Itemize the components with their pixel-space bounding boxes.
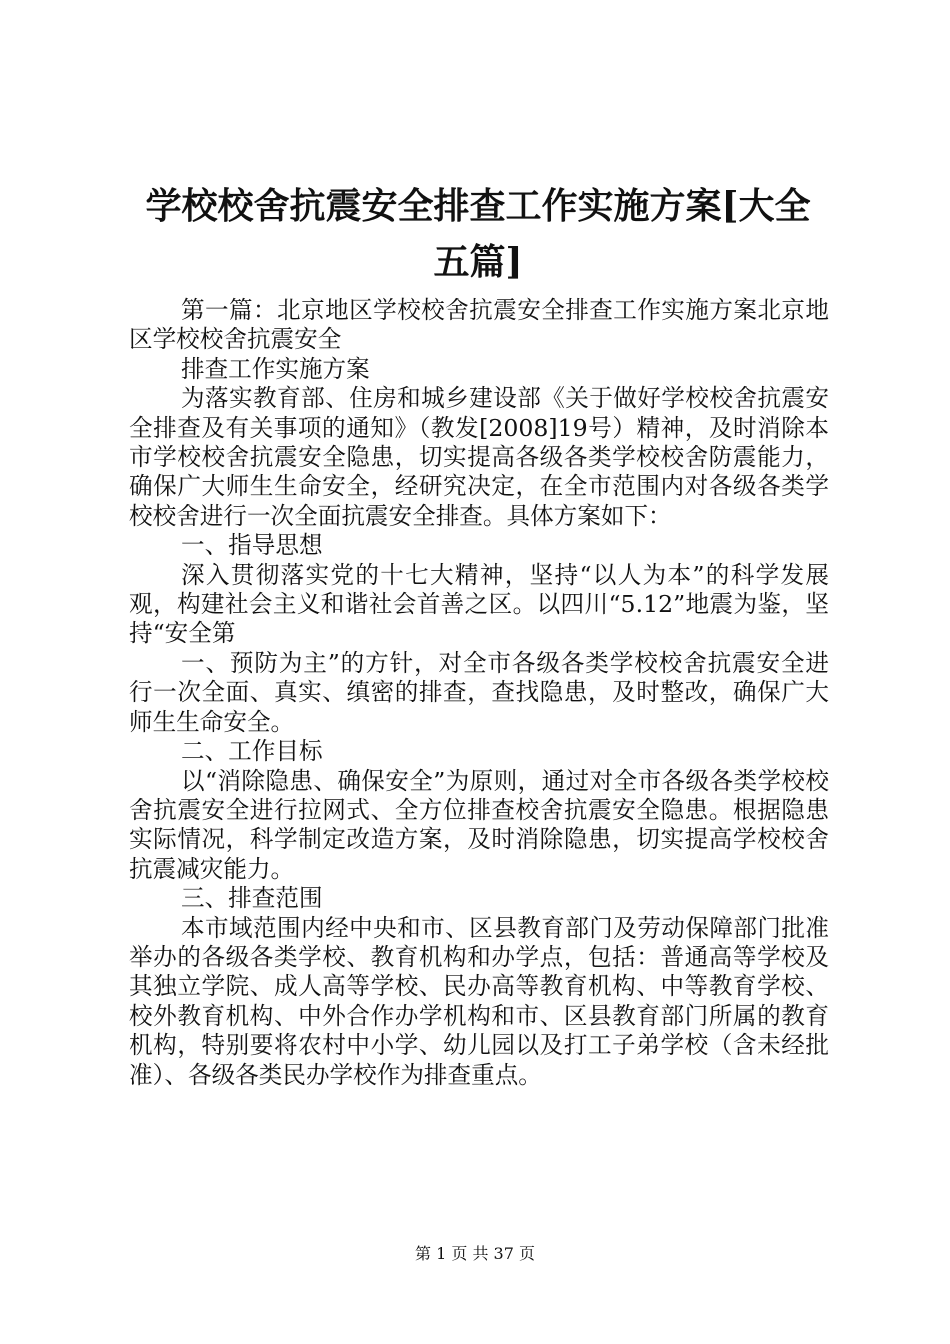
paragraph-4: 深入贯彻落实党的十七大精神，坚持“以人为本”的科学发展观，构建社会主义和谐社会首善之区。以四川“5.12”地震为鉴，坚持“安全第	[129, 560, 829, 648]
paragraph-6: 以“消除隐患、确保安全”为原则，通过对全市各级各类学校校舍抗震安全进行拉网式、全方位排查校舍抗震安全隐患。根据隐患实际情况，科学制定改造方案，及时消除隐患，切实提高学校校舍抗震减灾能力。	[129, 766, 829, 883]
document-title: 学校校舍抗震安全排查工作实施方案[大全五篇]	[145, 185, 811, 283]
section-heading-3: 三、排查范围	[181, 884, 323, 913]
document-body	[129, 296, 829, 1090]
page-footer: 第 1 页 共 37 页	[415, 1244, 535, 1263]
paragraph-7: 本市域范围内经中央和市、区县教育部门及劳动保障部门批准举办的各级各类学校、教育机构和办学点，包括：普通高等学校及其独立学院、成人高等学校、民办高等教育机构、中等教育学校、校外教育机构、中外合作办学机构和市、区县教育部门所属的教育机构，特别要将农村中小学、幼儿园以及打工子弟学校（含未经批准）、各级各类民办学校作为排查重点。	[129, 913, 829, 1089]
paragraph-5: 一、预防为主”的方针，对全市各级各类学校校舍抗震安全进行一次全面、真实、缜密的排查，查找隐患，及时整改，确保广大师生生命安全。	[129, 648, 829, 736]
paragraph-1: 第一篇：北京地区学校校舍抗震安全排查工作实施方案北京地区学校校舍抗震安全	[129, 296, 829, 354]
section-heading-1: 一、指导思想	[181, 531, 323, 560]
paragraph-2: 排查工作实施方案	[181, 354, 370, 383]
section-heading-2: 二、工作目标	[181, 737, 323, 766]
paragraph-3: 为落实教育部、住房和城乡建设部《关于做好学校校舍抗震安全排查及有关事项的通知》（教发[2008]19号）精神，及时消除本市学校校舍抗震安全隐患，切实提高各级各类学校校舍防震能力，确保广大师生生命安全，经研究决定，在全市范围内对各级各类学校校舍进行一次全面抗震安全排查。具体方案如下：	[129, 384, 829, 530]
